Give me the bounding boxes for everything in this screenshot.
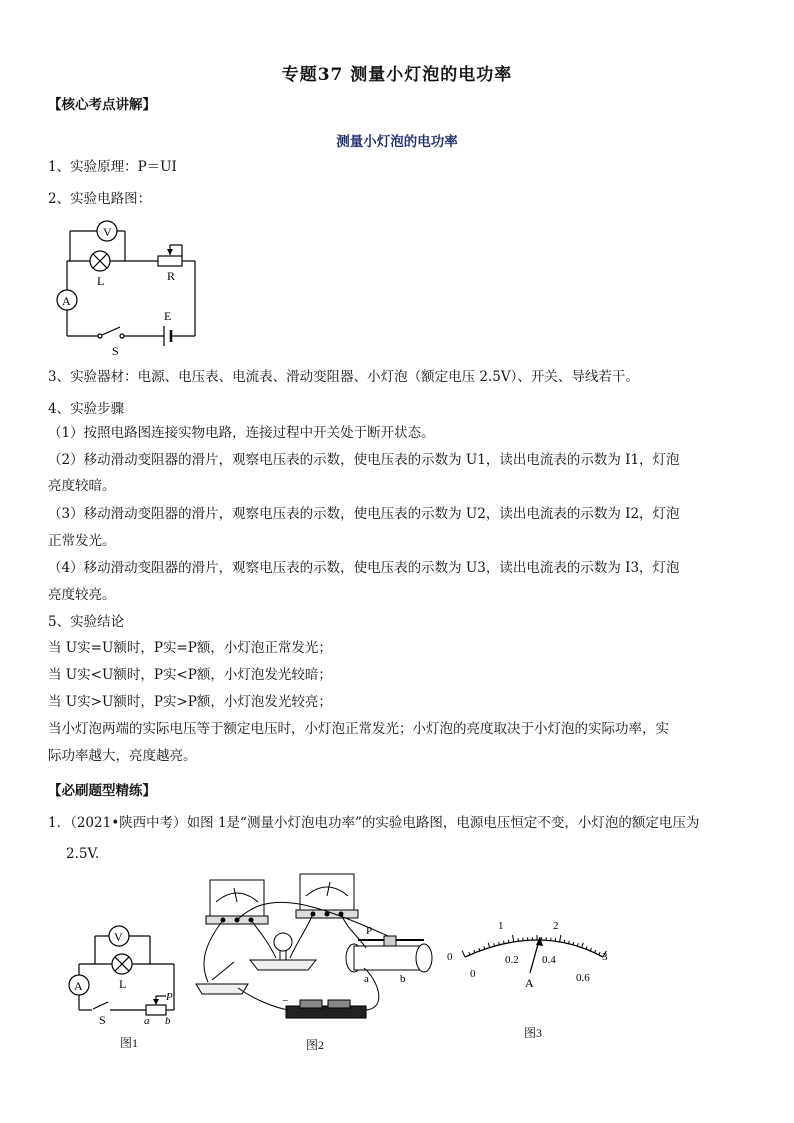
dial-tick [564, 940, 565, 943]
fig3-outer-label-1: 1 [498, 920, 504, 932]
figure-2-caption: 图2 [306, 1038, 325, 1052]
conclusion-3: 当 U实>U额时，P实>P额，小灯泡发光较亮； [48, 694, 332, 710]
dial-tick [488, 943, 489, 948]
dial-tick [499, 942, 500, 945]
step-2-line2: 亮度较暗。 [48, 478, 116, 494]
fig1-switch-label: S [99, 1013, 106, 1027]
ammeter-label: A [62, 294, 71, 308]
fig2-end-b-label: b [400, 973, 406, 985]
page-title: 专题37 测量小灯泡的电功率 [281, 65, 513, 85]
experiment-circuit-diagram [50, 215, 210, 360]
line-principle: 1、实验原理：P＝UI [48, 159, 177, 175]
dial-tick [508, 940, 509, 943]
dial-tick [479, 948, 480, 951]
dial-tick [560, 935, 561, 942]
line-conclusion: 5、实验结论 [48, 614, 125, 630]
fig1-slider-label: P [166, 991, 173, 1003]
line-steps: 4、实验步骤 [48, 401, 125, 417]
fig1-voltmeter-label: V [114, 930, 123, 944]
fig2-end-a-label: a [364, 973, 369, 985]
conclusion-2: 当 U实<U额时，P实<P额，小灯泡发光较暗； [48, 667, 332, 683]
dial-tick [599, 952, 600, 955]
line-equipment: 3、实验器材：电源、电压表、电流表、滑动变阻器、小灯泡（额定电压 2.5V）、开关、导线若干。 [48, 369, 639, 385]
conclusion-1: 当 U实=U额时，P实=P额，小灯泡正常发光； [48, 640, 332, 656]
conclusion-4-line2: 际功率越大，亮度越亮。 [48, 748, 197, 764]
fig2-slider-label: P [366, 925, 373, 937]
line-circuit-diagram: 2、实验电路图： [48, 191, 152, 207]
fig3-inner-label-0-6: 0.6 [576, 972, 590, 984]
step-3-line1: （3）移动滑动变阻器的滑片，观察电压表的示数，使电压表的示数为 U2，读出电流表的示数为 I2，灯泡 [48, 506, 680, 522]
step-1: （1）按照电路图连接实物电路，连接过程中开关处于断开状态。 [48, 425, 435, 441]
fig3-outer-label-0: 0 [447, 951, 453, 963]
section-heading-core: 【核心考点讲解】 [48, 97, 156, 113]
figure-3-ammeter-dial [445, 915, 615, 995]
dial-tick [590, 948, 591, 951]
dial-tick [484, 946, 485, 949]
figure-2-apparatus [188, 870, 438, 1030]
fig3-inner-label-0-4: 0.4 [542, 954, 556, 966]
fig3-inner-label-0-2: 0.2 [505, 954, 519, 966]
question-1-line1: 1．（2021•陕西中考）如图 1是“测量小灯泡电功率”的实验电路图，电源电压恒定不变，小灯泡的额定电压为 [48, 815, 700, 831]
dial-tick [569, 941, 570, 944]
battery-label: E [164, 309, 172, 323]
section-heading-practice: 【必刷题型精练】 [48, 783, 156, 799]
step-3-line2: 正常发光。 [48, 533, 116, 549]
question-1-line2: 2.5V. [66, 846, 100, 862]
fig1-end-b-label: b [165, 1015, 171, 1027]
fig3-unit-label: A [525, 976, 534, 990]
voltmeter-label: V [103, 225, 112, 239]
dial-tick [595, 950, 596, 953]
conclusion-4-line1: 当小灯泡两端的实际电压等于额定电压时，小灯泡正常发光；小灯泡的亮度取决于小灯泡的实际功率，实 [48, 721, 669, 737]
dial-tick [462, 951, 465, 957]
subtitle: 测量小灯泡的电功率 [336, 134, 458, 150]
figure-1-circuit [62, 920, 187, 1030]
figure-3-caption: 图3 [524, 1026, 543, 1040]
dial-tick [469, 952, 470, 955]
dial-tick [513, 935, 514, 942]
step-4-line2: 亮度较亮。 [48, 587, 116, 603]
fig1-ammeter-label: A [74, 979, 83, 993]
lamp-label: L [97, 274, 105, 288]
dial-tick [474, 950, 475, 953]
fig1-lamp-label: L [119, 977, 127, 991]
fig3-outer-label-3: 3 [602, 951, 608, 963]
step-4-line1: （4）移动滑动变阻器的滑片，观察电压表的示数，使电压表的示数为 U3，读出电流表的示数为 I3，灯泡 [48, 560, 680, 576]
rheostat-label: R [167, 269, 176, 283]
step-2-line1: （2）移动滑动变阻器的滑片，观察电压表的示数，使电压表的示数为 U1，读出电流表的示数为 I1，灯泡 [48, 452, 680, 468]
fig2-minus-label: − [282, 995, 289, 1007]
fig1-end-a-label: a [144, 1015, 150, 1027]
switch-label: S [112, 344, 119, 358]
fig3-inner-label-0: 0 [470, 968, 476, 980]
dial-tick [586, 946, 587, 949]
dial-tick [503, 941, 504, 944]
fig3-outer-label-2: 2 [553, 920, 559, 932]
figure-1-caption: 图1 [120, 1036, 139, 1050]
dial-tick [582, 943, 584, 948]
